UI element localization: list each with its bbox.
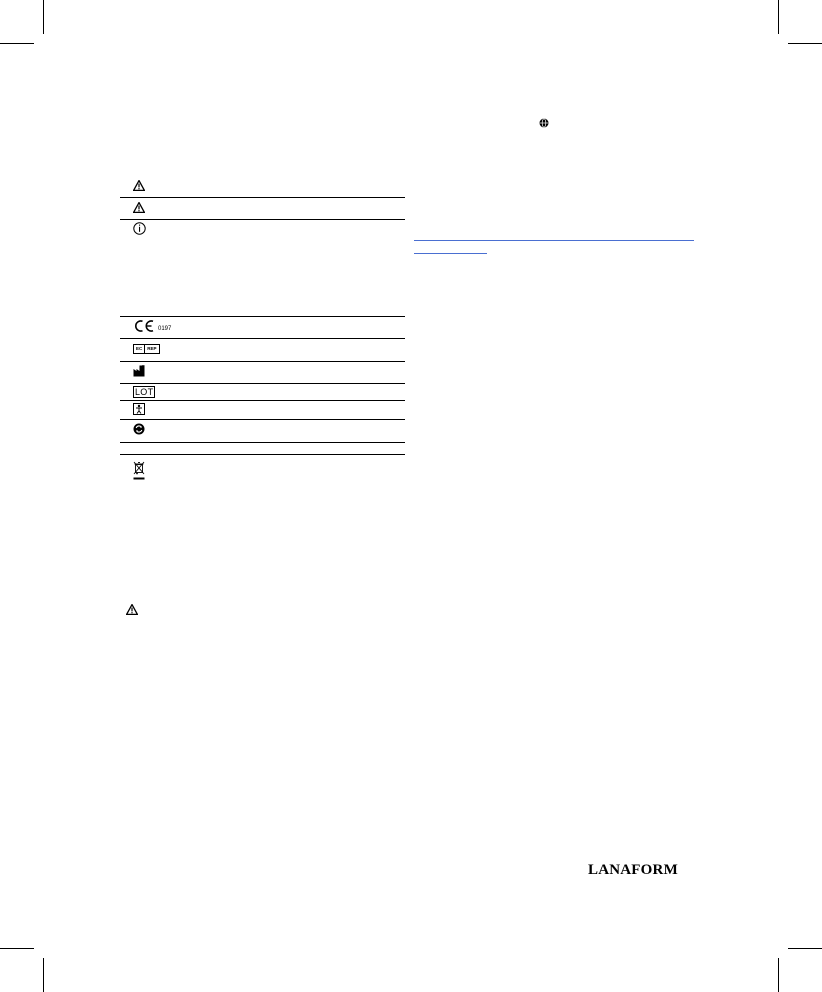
table-divider — [120, 419, 405, 420]
warning-triangle-icon — [133, 180, 145, 191]
crop-mark — [0, 948, 34, 949]
weee-crossed-bin-icon — [133, 461, 145, 481]
table-divider — [120, 338, 405, 339]
table-divider — [120, 383, 405, 384]
link-underline — [414, 253, 487, 254]
table-divider — [120, 316, 405, 317]
crop-mark — [0, 43, 34, 44]
type-bf-applied-part-icon — [133, 403, 145, 415]
link-underline — [414, 240, 694, 241]
ec-rep-right: REP — [144, 345, 158, 353]
ec-rep-left: EC — [136, 346, 143, 351]
table-divider — [120, 442, 405, 443]
table-divider — [120, 361, 405, 362]
ec-rep-icon — [133, 344, 160, 354]
manufacturer-icon — [133, 365, 145, 377]
table-divider — [120, 400, 405, 401]
warning-triangle-icon — [126, 602, 138, 620]
crop-mark — [788, 43, 822, 44]
crop-mark — [778, 958, 779, 992]
brand-logo: LANAFORM — [588, 862, 678, 878]
lot-icon — [133, 386, 155, 398]
globe-icon — [539, 115, 549, 133]
table-divider — [120, 197, 405, 198]
table-divider — [120, 219, 405, 220]
lot-label: LOT — [135, 387, 154, 397]
table-divider — [120, 454, 405, 455]
crop-mark — [778, 0, 779, 34]
crop-mark — [43, 0, 44, 34]
info-icon — [133, 222, 146, 235]
crop-mark — [788, 948, 822, 949]
ce-notified-body-number: 0197 — [158, 326, 172, 332]
recycle-icon — [133, 423, 145, 435]
ce-mark-icon — [133, 320, 171, 332]
warning-triangle-icon — [133, 202, 145, 213]
crop-mark — [43, 958, 44, 992]
